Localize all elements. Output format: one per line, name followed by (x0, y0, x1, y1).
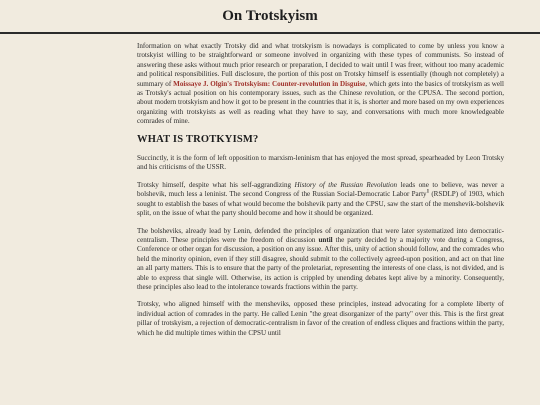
header-divider (0, 32, 540, 34)
paragraph-definition: Succinctly, it is the form of left opposition to marxism-leninism that has enjoyed the most spread, spearheaded by Leon Trotsky and his criticisms of the USSR. (137, 154, 504, 172)
paragraph-bolsheviks (137, 227, 504, 293)
text: leads one to believe, was never a bolshevik, much less a leninist. The second Congress of the Russian Social-Democratic Labor Party (137, 180, 504, 199)
book-title: History of the Russian Revolution (294, 180, 398, 189)
intro-text-cont: , which gets into the basics of trotskyism as well as Trotsky's actual position on his contemporary issues, such as the Chinese revolution, or the CPUSA. The second portion, about modern trotskyism and how it got to be present in the countries that it is, is shorter and more based on my own experiences organizing with trotskyists as well as reading what they have to say, and conversations with much more knowledgeable comrades of mine. (137, 79, 504, 126)
text: Trotsky himself, despite what his self-aggrandizing (137, 180, 295, 189)
text: The bolsheviks, already lead by Lenin, defended the principles of organization that were later systematized into democratic-centralism. These principles were the freedom of discussion (137, 226, 504, 244)
intro-paragraph (137, 42, 504, 127)
text: (RSDLP) of 1903, which sought to establish the bases of what would become the bolshevik party and the CPSU, saw the start of the menshevik-bolshevik split, on the issue of what the party should become and how it should be organized. (137, 190, 504, 218)
paragraph-trotsky-history (137, 181, 504, 219)
page-title: On Trotskyism (222, 7, 318, 24)
text: the party decided by a majority vote during a Congress, Conference or other organ for discussion, a position on any issue. After this, unity of action should follow, and the comrades who held the minority opinion, even if they still disagree, should submit to the collectively agreed-upon position, and act on that line an all party matters. This is to ensure that the party of the proletariat, representing the interests of one class, is not divided, and is able to express that single will. Otherwise, its action is crippled by unending debates kept alive by a minority. Consequently, these principles also lead to the intolerance towards fractions within the party. (137, 235, 504, 291)
page-header (0, 0, 540, 32)
emphasis: until (318, 235, 333, 244)
section-heading: WHAT IS TROTKYISM? (137, 133, 259, 145)
footnote-ref[interactable]: 1 (426, 189, 430, 195)
article-body (137, 42, 504, 338)
intro-text: Information on what exactly Trotsky did and what trotskyism is nowadays is complicated to come by unless you know a trotskyist willing to be straightforward or someone involved in organizing with these types of communists. So instead of answering these asks without much prior research or preparation, I decided to wait until I was freer, without too many academic and political responsibilities. Full disclosure, the portion of this post on Trotsky himself is essentially (though not completely) a summary of (137, 42, 504, 88)
paragraph-mensheviks: Trotsky, who aligned himself with the mensheviks, opposed these principles, instead advocating for a complete liberty of individual action of comrades in the party. He called Lenin "the great disorganizer of the party" over this. This is the first great pillar of trotskyism, a rejection of democratic-centralism in favor of the creation of endless cliques and fractions within the party, which he did multiple times within the CPSU until (137, 300, 504, 337)
olgin-book-link[interactable]: Moissaye J. Olgin's Trotskyism: Counter-revolution in Disguise (173, 79, 366, 88)
